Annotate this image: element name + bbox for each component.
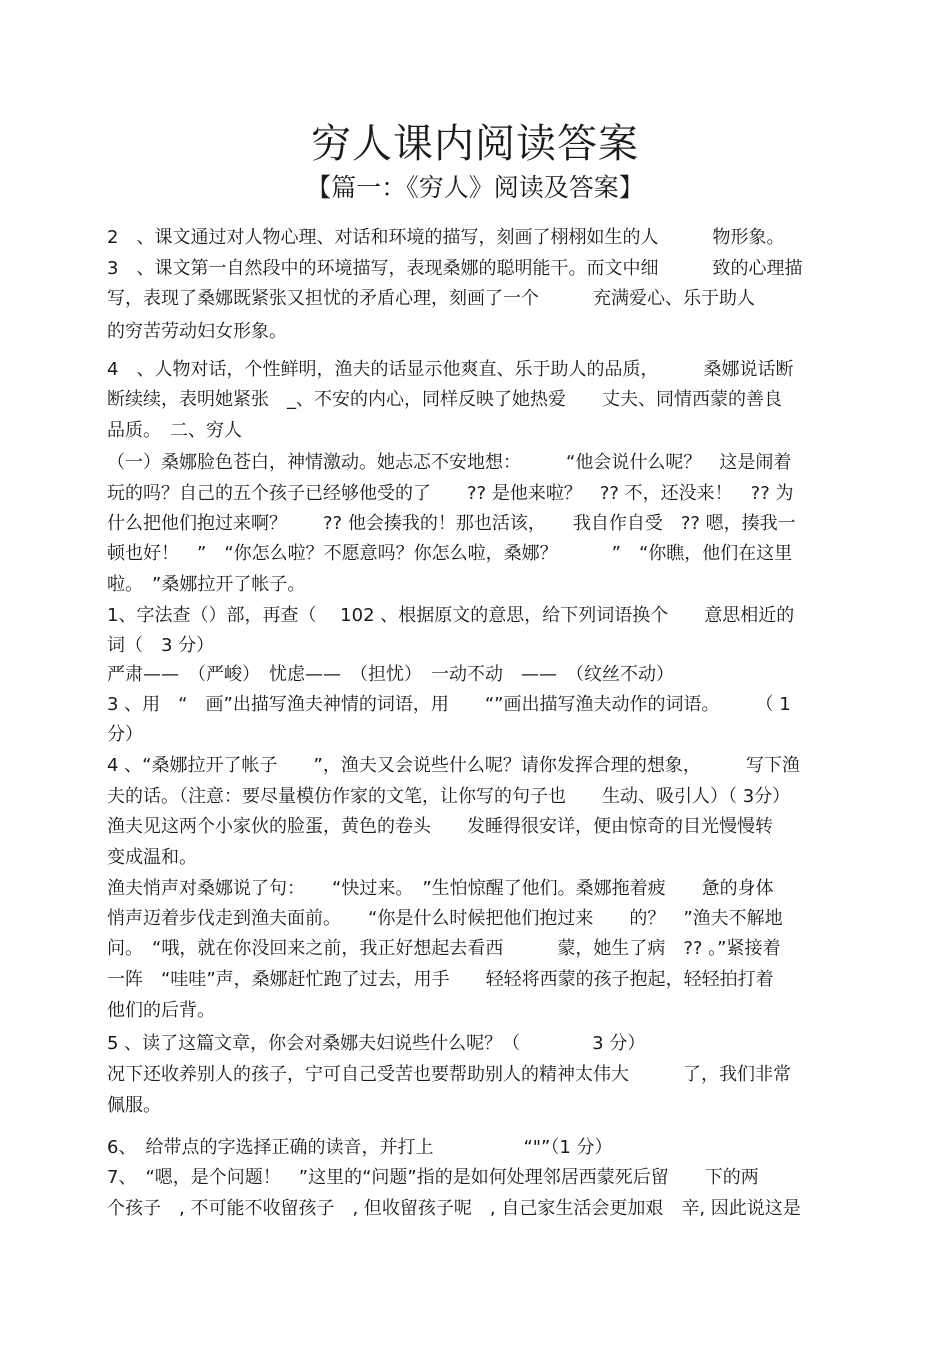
text-line: 1、字法查（）部，再查（ 102 、根据原文的意思，给下列词语换个 意思相近的 — [107, 605, 795, 626]
text-line: 渔夫见这两个小家伙的脸蛋，黄色的卷头 发睡得很安详，便由惊奇的目光慢慢转 — [107, 816, 773, 837]
document-subtitle: 【篇一：《穷人》阅读及答案】 — [306, 173, 644, 202]
text-line: 顿也好！ ” “你怎么啦？不愿意吗？你怎么啦，桑娜？ ” “你瞧，他们在这里 — [107, 543, 793, 564]
text-line: 4 、“桑娜拉开了帐子 ”，渔夫又会说些什么呢？请你发挥合理的想象， 写下渔 — [107, 755, 800, 776]
document-title: 穷人课内阅读答案 — [311, 121, 639, 167]
text-line: 的穷苦劳动妇女形象。 — [107, 321, 287, 342]
text-line: 一阵 “哇哇”声，桑娜赶忙跑了过去，用手 轻轻将西蒙的孩子抱起，轻轻拍打着 — [107, 969, 774, 990]
text-line: 5 、读了这篇文章，你会对桑娜夫妇说些什么呢？（ 3 分） — [107, 1033, 646, 1054]
text-line: （一）桑娜脸色苍白，神情激动。她忐忑不安地想： “他会说什么呢？ 这是闹着 — [107, 452, 792, 473]
text-line: 什么把他们抱过来啊？ ?? 他会揍我的！那也活该， 我自作自受 ?? 嗯，揍我一 — [107, 513, 796, 534]
text-line: 佩服。 — [107, 1095, 161, 1116]
text-line: 问。 “哦，就在你没回来之前，我正好想起去看西 蒙，她生了病 ?? 。”紧接着 — [107, 938, 781, 959]
text-line: 分） — [107, 724, 143, 745]
text-line: 3 、用 “ 画”出描写渔夫神情的词语，用 “”画出描写渔夫动作的词语。 （ 1 — [107, 694, 791, 715]
text-line: 啦。 ”桑娜拉开了帐子。 — [107, 574, 306, 595]
text-line: 2 、课文通过对人物心理、对话和环境的描写，刻画了栩栩如生的人 物形象。 — [107, 227, 785, 248]
text-line: 夫的话。（注意：要尽量模仿作家的文笔，让你写的句子也 生动、吸引人）（ 3分） — [107, 786, 791, 807]
text-line: 悄声迈着步伐走到渔夫面前。 “你是什么时候把他们抱过来 的？ ”渔夫不解地 — [107, 908, 783, 929]
text-line: 他们的后背。 — [107, 1000, 215, 1021]
text-line: 词（ 3 分） — [107, 635, 215, 656]
text-line: 7、 “嗯，是个问题！ ”这里的“问题”指的是如何处理邻居西蒙死后留 下的两 — [107, 1167, 759, 1188]
text-line: 4 、人物对话，个性鲜明，渔夫的话显示他爽直、乐于助人的品质， 桑娜说话断 — [107, 359, 794, 380]
text-line: 变成温和。 — [107, 847, 197, 868]
text-line: 写，表现了桑娜既紧张又担忧的矛盾心理，刻画了一个 充满爱心、乐于助人 — [107, 288, 755, 309]
text-line: 渔夫悄声对桑娜说了句： “快过来。 ”生怕惊醒了他们。桑娜拖着疲 惫的身体 — [107, 878, 774, 899]
text-line: 严肃—— （严峻） 忧虑—— （担忧） 一动不动 —— （纹丝不动） — [107, 664, 674, 685]
text-line: 3 、课文第一自然段中的环境描写，表现桑娜的聪明能干。而文中细 致的心理描 — [107, 258, 803, 279]
text-line: 品质。 二、穷人 — [107, 420, 242, 441]
text-line: 断续续，表明她紧张 _、不安的内心，同样反映了她热爱 丈夫、同情西蒙的善良 — [107, 389, 782, 410]
text-line: 个孩子 , 不可能不收留孩子 , 但收留孩子呢 , 自己家生活会更加艰 辛, 因此说这是 — [107, 1198, 801, 1219]
text-line: 6、 给带点的字选择正确的读音，并打上 “"”（1 分） — [107, 1137, 613, 1158]
text-line: 玩的吗？自己的五个孩子已经够他受的了 ?? 是他来啦？ ?? 不，还没来！ ?? 为 — [107, 483, 794, 504]
text-line: 况下还收养别人的孩子，宁可自己受苦也要帮助别人的精神太伟大 了，我们非常 — [107, 1064, 791, 1085]
